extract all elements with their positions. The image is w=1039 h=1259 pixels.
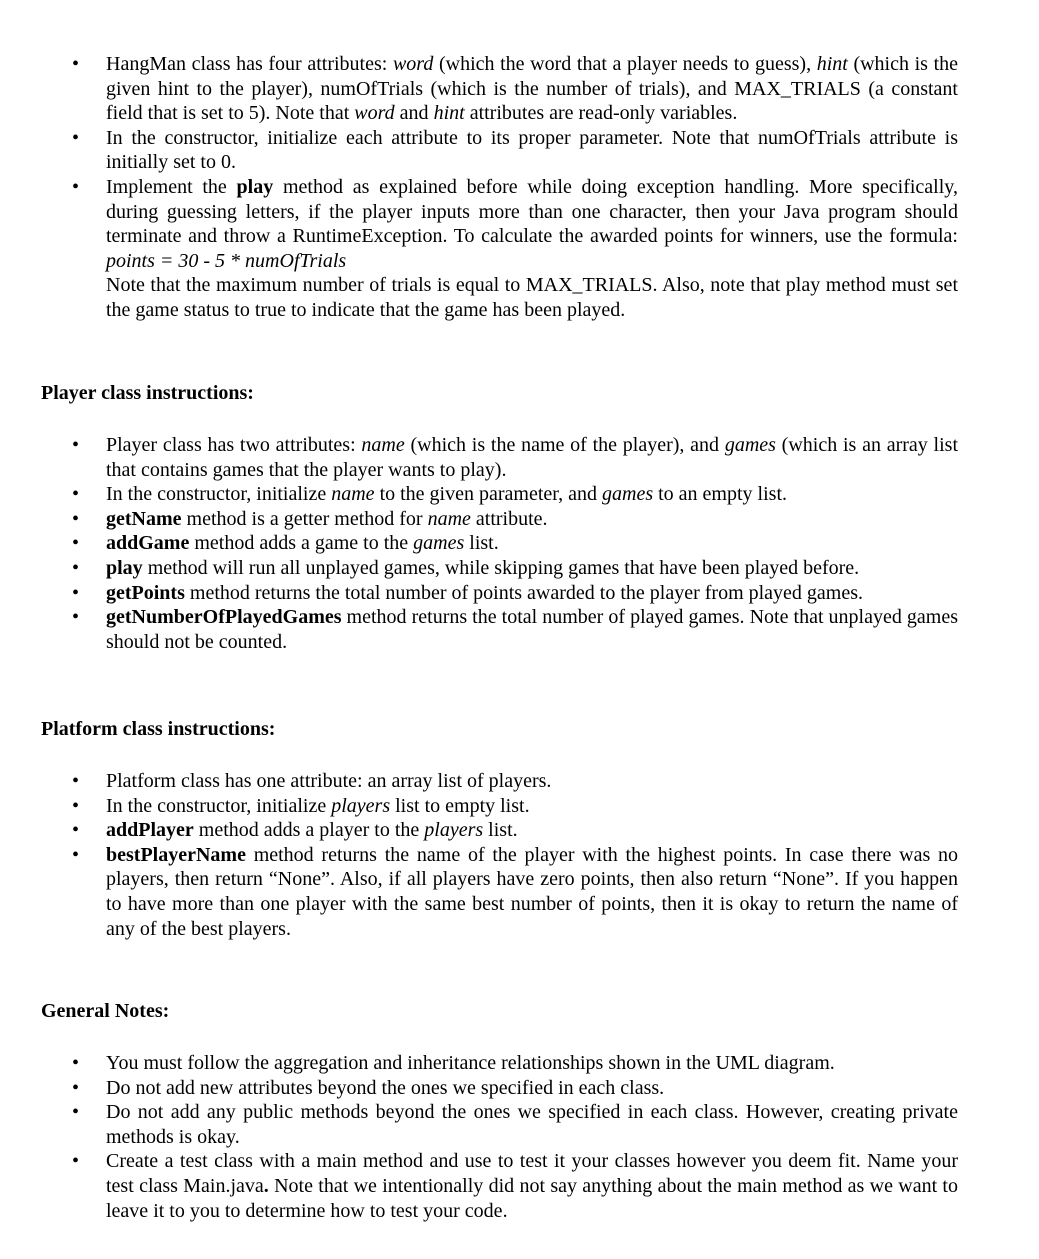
list-item-text — [106, 1149, 958, 1223]
platform-item-2 — [0, 794, 958, 819]
text-run: method returns the total number of played games. Note that unplayed games should not be counted. — [106, 606, 958, 653]
bold-text: getPoints — [106, 581, 185, 604]
bullet-icon: • — [72, 819, 80, 842]
text-run: Player class has two attributes: — [106, 434, 362, 456]
text-run: In the constructor, initialize — [106, 483, 332, 506]
text-run: method as explained before while doing exception handling. More specifically, during guessing letters, if the player inputs more than one character, then your Java program should terminate and throw a RuntimeException. To calculate the awarded points for winners, use the formula: — [106, 175, 958, 248]
text-run: method is a getter method for — [181, 507, 428, 530]
bold-text: bestPlayerName — [106, 843, 246, 866]
bullet-icon: • — [72, 556, 80, 579]
platform-instructions-list — [0, 769, 1039, 941]
text-run: to an empty list. — [653, 483, 788, 506]
text-run: (which the word that a player needs to guess), — [433, 53, 817, 75]
italic-text: players — [331, 794, 391, 817]
player-item-2 — [0, 482, 958, 507]
text-run: method adds a game to the — [189, 532, 414, 555]
bold-text: addPlayer — [106, 819, 194, 842]
bullet-icon: • — [72, 1076, 80, 1099]
hangman-item-1 — [0, 52, 958, 126]
bullet-icon: • — [72, 1052, 80, 1074]
list-item-text — [106, 1076, 958, 1101]
hangman-instructions-list — [0, 52, 1039, 323]
text-run: attributes are read-only variables. — [464, 102, 738, 125]
bullet-icon: • — [72, 483, 80, 506]
general-note-item-1 — [0, 1051, 958, 1076]
platform-item-3 — [0, 818, 958, 843]
general-note-item-2 — [0, 1076, 958, 1101]
italic-text: games — [413, 532, 465, 555]
list-item-text — [106, 507, 958, 532]
list-item-text — [106, 175, 958, 273]
bullet-icon: • — [72, 606, 80, 629]
player-item-1 — [0, 433, 958, 482]
list-item-text — [106, 556, 958, 581]
bullet-icon: • — [72, 126, 80, 149]
text-run: Do not add new attributes beyond the ones we specified in each class. — [106, 1076, 665, 1099]
text-run: Note that we intentionally did not say anything about the main method as we want to leave it to you to determine how to test your code. — [106, 1174, 958, 1222]
italic-text: name — [361, 434, 405, 456]
list-item-text — [106, 769, 958, 794]
text-run: Platform class has one attribute: an array list of players. — [106, 770, 552, 792]
bold-text: addGame — [106, 532, 190, 555]
platform-item-1 — [0, 769, 958, 794]
player-item-5 — [0, 556, 958, 581]
list-item-text — [106, 1100, 958, 1149]
general-note-item-3 — [0, 1100, 958, 1149]
text-run: Create a test class with a main method and use to test it your classes however you deem fit. Name your test class Main.java — [106, 1150, 958, 1197]
list-item-text — [106, 433, 958, 482]
bold-text: getName — [106, 507, 182, 530]
bold-text: play — [106, 556, 143, 579]
bold-text: play — [236, 175, 274, 198]
list-item-text — [106, 794, 958, 819]
bullet-icon: • — [72, 794, 80, 817]
italic-text: hint — [433, 102, 465, 125]
player-item-4 — [0, 531, 958, 556]
player-item-7 — [0, 605, 958, 654]
general-notes-list — [0, 1051, 1039, 1223]
italic-text: word — [392, 53, 434, 75]
bullet-icon: • — [72, 843, 80, 866]
text-run: You must follow the aggregation and inheritance relationships shown in the UML diagram. — [106, 1052, 835, 1074]
bold-text: . — [263, 1174, 269, 1197]
list-item-text — [106, 1051, 958, 1076]
italic-text: word — [354, 102, 395, 125]
bullet-icon: • — [72, 175, 80, 198]
list-item-text — [106, 482, 958, 507]
platform-section-heading: Platform class instructions: — [41, 718, 276, 740]
bullet-icon: • — [72, 1101, 80, 1124]
bullet-icon: • — [72, 507, 80, 530]
italic-text: name — [331, 483, 375, 506]
player-section-heading: Player class instructions: — [41, 382, 254, 404]
text-run: (which is the name of the player), and — [404, 434, 725, 456]
bold-text: getNumberOfPlayedGames — [106, 606, 342, 629]
italic-text: players — [424, 819, 484, 842]
text-run: list to empty list. — [390, 794, 530, 817]
bullet-icon: • — [72, 770, 80, 792]
list-item-text — [106, 581, 958, 606]
italic-text: hint — [816, 53, 848, 75]
text-run: method will run all unplayed games, while skipping games that have been played before. — [142, 556, 860, 579]
list-item-text — [106, 605, 958, 654]
italic-text: name — [427, 507, 471, 530]
bullet-icon: • — [72, 581, 80, 604]
list-item-text — [106, 843, 958, 941]
bullet-icon: • — [72, 532, 80, 555]
list-item-text — [106, 818, 958, 843]
bullet-icon: • — [72, 53, 80, 75]
general-note-item-4 — [0, 1149, 958, 1223]
text-run: list. — [483, 819, 518, 842]
platform-item-4 — [0, 843, 958, 941]
text-run: to the given parameter, and — [374, 483, 603, 506]
text-run: and — [394, 102, 434, 125]
text-run: method adds a player to the — [193, 819, 425, 842]
text-run: HangMan class has four attributes: — [106, 53, 393, 75]
text-run: list. — [464, 532, 499, 555]
list-item-continuation: Note that the maximum number of trials is equal to MAX_TRIALS. Also, note that play method must set the game status to true to indicate that the game has been played. — [106, 274, 958, 321]
general-notes-heading: General Notes: — [41, 1000, 170, 1022]
text-run: attribute. — [470, 507, 548, 530]
text-run: In the constructor, initialize each attribute to its proper parameter. Note that numOfTrials attribute is initially set to 0. — [106, 126, 958, 174]
text-run: (which is the given hint to the player), numOfTrials (which is the number of trials), and MAX_TRIALS (a constant field that is set to 5). Note that — [106, 53, 959, 125]
hangman-item-3 — [0, 175, 958, 323]
italic-text: points = 30 - 5 * numOfTrials — [106, 249, 347, 272]
italic-text: games — [724, 434, 776, 456]
list-item-text — [106, 52, 958, 126]
text-run: In the constructor, initialize — [106, 794, 332, 817]
bullet-icon: • — [72, 1150, 80, 1173]
text-run: method returns the name of the player with the highest points. In case there was no players, then return “None”. Also, if all players have zero points, then also return “None”. If you happen to have more than one player with the same best number of points, then it is okay to return the name of any of the best players. — [106, 843, 958, 940]
list-item-text — [106, 126, 958, 175]
hangman-item-2 — [0, 126, 958, 175]
text-run: Implement the — [106, 175, 237, 198]
player-item-3 — [0, 507, 958, 532]
player-item-6 — [0, 581, 958, 606]
text-run: method returns the total number of points awarded to the player from played games. — [184, 581, 864, 604]
italic-text: games — [602, 483, 654, 506]
text-run: (which is an array list that contains games that the player wants to play). — [106, 434, 958, 481]
bullet-icon: • — [72, 434, 80, 456]
list-item-text — [106, 531, 958, 556]
text-run: Do not add any public methods beyond the ones we specified in each class. However, creating private methods is okay. — [106, 1101, 958, 1148]
player-instructions-list — [0, 433, 1039, 654]
